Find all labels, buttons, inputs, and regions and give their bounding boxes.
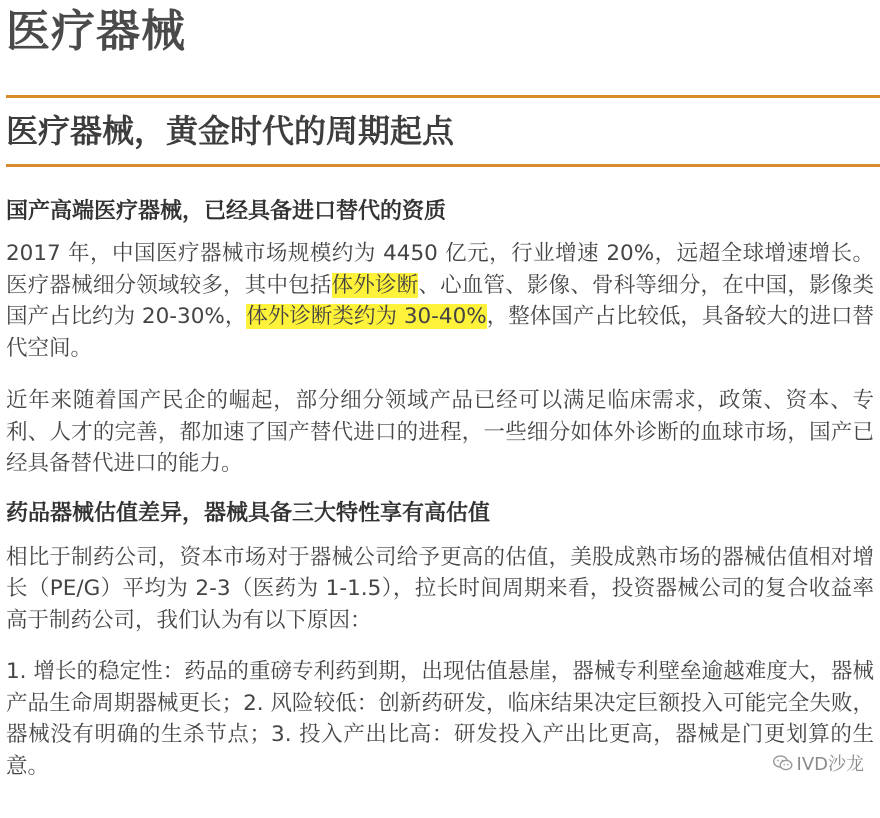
paragraph — [6, 542, 874, 637]
text-run: 1. 增长的稳定性：药品的重磅专利药到期，出现估值悬崖，器械专利壁垒逾越难度大，器械产品生命周期器械更长；2. 风险较低：创新药研发，临床结果决定巨额投入可能完全失败，器械没有明确的生杀节点；3. 投入产出比高：研发投入产出比更高，器械是门更划算的生意。 — [6, 659, 874, 779]
highlighted-text: 体外诊断类约为 30-40% — [246, 304, 487, 329]
highlighted-text: 体外诊断 — [331, 272, 419, 298]
page-title: 医疗器械 — [6, 6, 186, 57]
subtitle-divider — [6, 164, 880, 167]
source-watermark — [771, 750, 866, 776]
text-run: 相比于制药公司，资本市场对于器械公司给予更高的估值，美股成熟市场的器械估值相对增长（PE/G）平均为 2-3（医药为 1-1.5），拉长时间周期来看，投资器械公司的复合收益率高于制药公司，我们认为有以下原因： — [6, 544, 874, 633]
article-body — [6, 196, 874, 782]
title-divider — [6, 95, 880, 98]
text-run: 近年来随着国产民企的崛起，部分细分领域产品已经可以满足临床需求，政策、资本、专利、人才的完善，都加速了国产替代进口的进程，一些细分如体外诊断的血球市场，国产已经具备替代进口的能力。 — [6, 388, 874, 476]
text-run: ，整体国产占比较低，具备较大的进口替代空间。 — [6, 304, 874, 361]
wechat-icon — [773, 755, 793, 771]
section-heading: 国产高端医疗器械，已经具备进口替代的资质 — [6, 199, 447, 224]
text-run: 、心血管、影像、骨科等细分，在中国，影像类国产占比约为 20-30%， — [6, 272, 874, 329]
section-heading: 药品器械估值差异，器械具备三大特性享有高估值 — [6, 500, 491, 526]
paragraph — [6, 238, 874, 364]
paragraph — [6, 385, 874, 480]
text-run: 2017 年，中国医疗器械市场规模约为 4450 亿元，行业增速 20%，远超全球增速增长。医疗器械细分领域较多，其中包括 — [6, 241, 874, 298]
page-subtitle: 医疗器械，黄金时代的周期起点 — [6, 112, 455, 150]
watermark-text: IVD沙龙 — [796, 754, 864, 775]
paragraph — [6, 656, 874, 782]
